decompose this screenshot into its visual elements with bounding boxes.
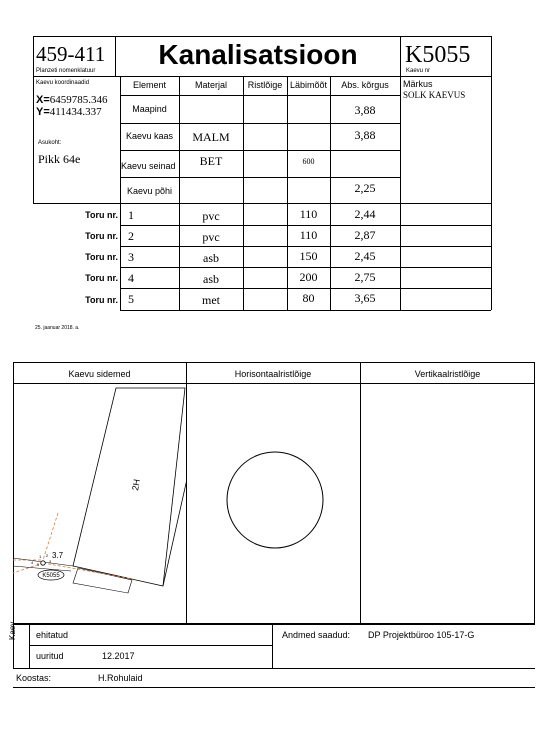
- coord-y-value: 411434.337: [49, 106, 102, 118]
- pipe-label: Toru nr.: [85, 295, 118, 305]
- document-date: 25. jaanuar 2018. a.: [35, 325, 80, 331]
- well-id: K5055: [405, 42, 471, 68]
- horizontal-section-drawing: [186, 383, 360, 624]
- pipe-label: Toru nr.: [85, 231, 118, 241]
- location-label: Asukoht:: [38, 140, 62, 146]
- dimension-label: 3.7: [52, 551, 64, 560]
- col-material: Materjal: [194, 80, 227, 90]
- pipe-number: 4: [31, 560, 34, 565]
- pipe-height: 2,75: [354, 270, 376, 284]
- col-cross: Ristlõige: [247, 80, 283, 90]
- col-diameter: Läbimõõt: [289, 80, 328, 90]
- footer-side-label: Kaev: [8, 621, 17, 640]
- coord-y-label: Y=: [36, 106, 50, 118]
- measured-label: uuritud: [36, 651, 64, 661]
- section-horizontal: Horisontaalristlõige: [234, 369, 312, 379]
- pipe-label: Toru nr.: [85, 210, 118, 220]
- pipe-diameter: 110: [299, 207, 318, 221]
- pipe-number: 1: [39, 554, 42, 559]
- pipe-material: asb: [203, 251, 219, 265]
- pipe-height: 2,44: [354, 207, 376, 221]
- pipe-material: asb: [203, 272, 219, 286]
- notes-label: Märkus: [403, 79, 433, 89]
- nomenclature: 459-411: [36, 42, 106, 66]
- row-material: MALM: [192, 130, 230, 144]
- pipe-nr: 1: [128, 208, 134, 222]
- built-label: ehitatud: [36, 630, 69, 640]
- row-height: 2,25: [354, 181, 376, 195]
- building-label: 2H: [130, 478, 142, 492]
- pipe-height: 2,45: [354, 249, 376, 263]
- coord-x: [36, 94, 108, 106]
- row-material: BET: [199, 154, 223, 168]
- pipe-nr: 2: [128, 229, 134, 243]
- pipe-nr: 3: [128, 250, 134, 264]
- pipe-nr: 4: [128, 271, 134, 285]
- pipe-material: pvc: [202, 209, 220, 223]
- location-value: Pikk 64e: [38, 152, 81, 166]
- well-label: K5055: [42, 573, 60, 579]
- row-element: Kaevu põhi: [126, 186, 173, 196]
- connections-sketch: [13, 383, 186, 624]
- pipe-diameter: 150: [299, 249, 318, 263]
- pipe-nr: 5: [128, 292, 134, 306]
- well-marker: [41, 561, 45, 565]
- pipe-material: pvc: [202, 230, 220, 244]
- pipe-number: 5: [37, 562, 40, 567]
- row-element: Kaevu kaas: [125, 131, 174, 141]
- building-outline: [73, 388, 185, 586]
- row-height: 3,88: [354, 103, 376, 117]
- coord-x-label: X=: [36, 94, 50, 106]
- coords-label: Kaevu koordinaadid: [36, 80, 90, 86]
- pipe-diameter: 200: [299, 270, 318, 284]
- section-connections: Kaevu sidemed: [68, 369, 131, 379]
- row-element: Maapind: [132, 104, 167, 114]
- pipe-diameter: 110: [299, 228, 318, 242]
- pipe-label: Toru nr.: [85, 252, 118, 262]
- row-element: Kaevu seinad: [121, 161, 176, 171]
- col-element: Element: [132, 80, 167, 90]
- col-height: Abs. kõrgus: [341, 80, 389, 90]
- coord-x-value: 6459785.346: [49, 94, 108, 106]
- small-structure: [73, 568, 132, 593]
- pipe-number: 3: [49, 559, 52, 564]
- row-diameter: 600: [302, 157, 315, 166]
- compiled-label: Koostas:: [16, 673, 52, 683]
- compiled-value: H.Rohulaid: [98, 673, 143, 683]
- data-from-label: Andmed saadud:: [282, 630, 351, 640]
- row-height: 3,88: [354, 128, 376, 142]
- well-cross-section: [227, 452, 323, 548]
- pipe-label: Toru nr.: [85, 273, 118, 283]
- notes-value: SOLK KAEVUS: [403, 90, 466, 100]
- data-from-value: DP Projektbüroo 105-17-G: [368, 630, 475, 640]
- well-id-label: Kaevu nr: [406, 68, 431, 74]
- pipe-diameter: 80: [302, 291, 315, 305]
- pipe-number: 2: [46, 553, 49, 558]
- section-vertical: Vertikaalristlõige: [414, 369, 481, 379]
- nomenclature-label: Planzeti nomenklatuur: [36, 68, 96, 74]
- pipe-material: met: [202, 293, 220, 307]
- pipe-height: 3,65: [354, 291, 376, 305]
- coord-y: [36, 106, 102, 118]
- page-title: Kanalisatsioon: [158, 39, 358, 70]
- pipe-height: 2,87: [354, 228, 376, 242]
- measured-value: 12.2017: [102, 651, 135, 661]
